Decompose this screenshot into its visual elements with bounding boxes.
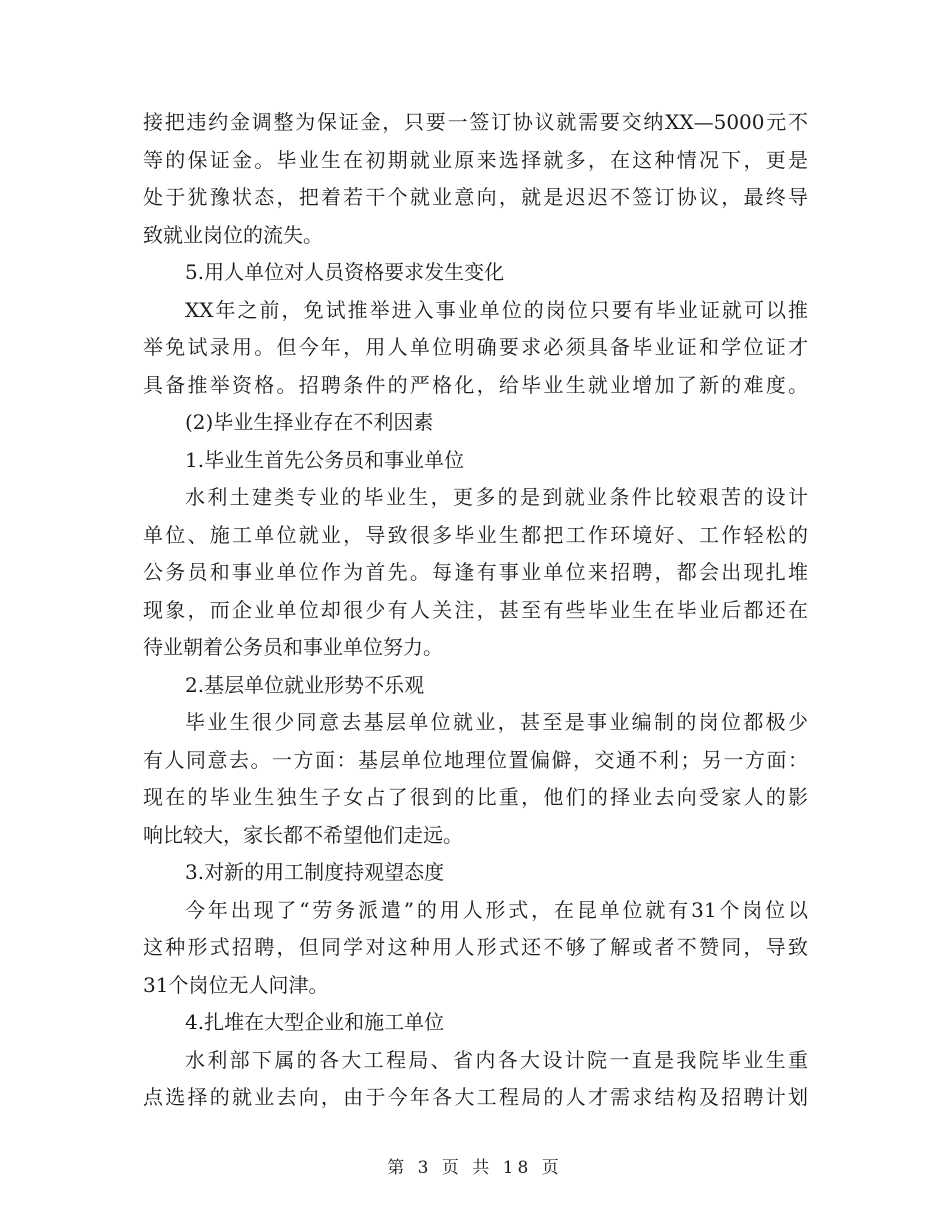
- text-line: 水利土建类专业的毕业生，更多的是到就业条件比较艰苦的设计: [185, 485, 808, 509]
- text-line: 4.扎堆在大型企业和施工单位: [185, 1010, 445, 1034]
- text-line: 致就业岗位的流失。: [143, 222, 323, 247]
- text-line: 待业朝着公务员和事业单位努力。: [143, 635, 443, 659]
- page-footer: 第 3 页 共 18 页: [387, 1158, 563, 1178]
- text-line: 接把违约金调整为保证金，只要一签订协议就需要交纳XX—5000元不: [143, 110, 808, 134]
- text-line: (2)毕业生择业存在不利因素: [185, 410, 434, 434]
- text-line: 水利部下属的各大工程局、省内各大设计院一直是我院毕业生重: [185, 1047, 808, 1072]
- text-line: 31个岗位无人问津。: [143, 972, 329, 997]
- text-line: 单位、施工单位就业，导致很多毕业生都把工作环境好、工作轻松的: [143, 522, 808, 547]
- document-body: [143, 104, 808, 1117]
- text-line: 3.对新的用工制度持观望态度: [185, 860, 445, 884]
- text-line: 点选择的就业去向，由于今年各大工程局的人才需求结构及招聘计划: [143, 1085, 808, 1109]
- text-line: 这种形式招聘，但同学对这种用人形式还不够了解或者不赞同，导致: [143, 935, 808, 959]
- text-line: 现象，而企业单位却很少有人关注，甚至有些毕业生在毕业后都还在: [143, 597, 808, 622]
- text-line: 2.基层单位就业形势不乐观: [185, 672, 425, 697]
- text-line: 公务员和事业单位作为首先。每逢有事业单位来招聘，都会出现扎堆: [143, 560, 808, 584]
- text-line: 具备推举资格。招聘条件的严格化，给毕业生就业增加了新的难度。: [143, 372, 808, 397]
- text-line: 现在的毕业生独生子女占了很到的比重，他们的择业去向受家人的影: [143, 785, 808, 809]
- text-line: 有人同意去。一方面：基层单位地理位置偏僻，交通不利；另一方面：: [143, 747, 808, 772]
- text-line: 响比较大，家长都不希望他们走远。: [143, 822, 463, 847]
- text-line: 1.毕业生首先公务员和事业单位: [185, 447, 465, 472]
- text-line: 处于犹豫状态，把着若干个就业意向，就是迟迟不签订协议，最终导: [143, 185, 808, 209]
- text-line: 毕业生很少同意去基层单位就业，甚至是事业编制的岗位都极少: [185, 710, 808, 734]
- text-line: XX年之前，免试推举进入事业单位的岗位只要有毕业证就可以推: [185, 297, 808, 322]
- text-line: 5.用人单位对人员资格要求发生变化: [185, 260, 505, 284]
- text-line: 今年出现了“劳务派遣”的用人形式，在昆单位就有31个岗位以: [185, 897, 808, 922]
- text-line: 举免试录用。但今年，用人单位明确要求必须具备毕业证和学位证才: [143, 335, 808, 359]
- text-line: 等的保证金。毕业生在初期就业原来选择就多，在这种情况下，更是: [143, 147, 808, 172]
